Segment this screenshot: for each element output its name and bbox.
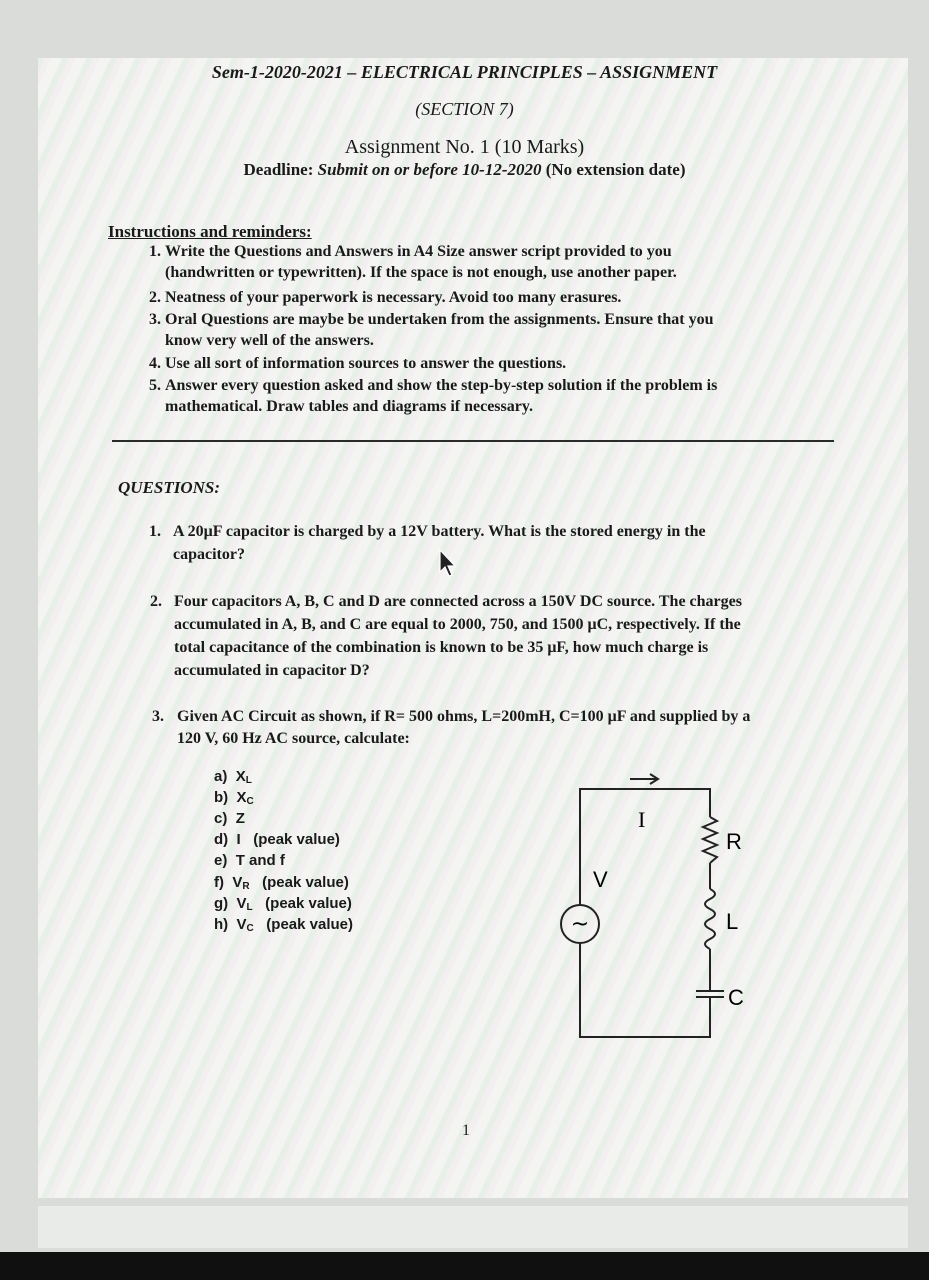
subpart-symbol: V xyxy=(236,895,247,912)
questions-title: QUESTIONS: xyxy=(118,478,221,497)
instruction-number: 4. xyxy=(149,355,161,372)
deadline-line xyxy=(0,160,929,180)
subpart-subscript: R xyxy=(242,881,250,892)
subpart-symbol: V xyxy=(236,916,247,933)
inductor-symbol xyxy=(705,889,715,949)
ac-source-wave-icon: ~ xyxy=(570,912,590,937)
subpart-symbol: X xyxy=(236,789,247,806)
subpart-note: (peak value) xyxy=(266,916,353,933)
subpart-d xyxy=(214,829,340,850)
subpart-subscript: C xyxy=(246,923,254,934)
subpart-note: (peak value) xyxy=(262,874,349,891)
instructions-title: Instructions and reminders: xyxy=(108,222,312,241)
subpart-symbol: V xyxy=(232,874,243,891)
subpart-letter: h) xyxy=(214,916,229,933)
document-title: Sem-1-2020-2021 – ELECTRICAL PRINCIPLES – ASSIGNMENT xyxy=(211,62,718,82)
subpart-symbol: Z xyxy=(235,810,245,827)
deadline-text: Submit on or before 10-12-2020 xyxy=(317,160,542,179)
screen-bezel xyxy=(0,1252,929,1280)
question-number: 1. xyxy=(149,523,161,540)
section-label: (SECTION 7) xyxy=(415,99,514,119)
subpart-note: (peak value) xyxy=(253,831,340,848)
subpart-letter: g) xyxy=(214,895,229,912)
subpart-letter: f) xyxy=(214,874,224,891)
question-line: total capacitance of the combination is known to be 35 μF, how much charge is xyxy=(174,639,709,656)
instruction-line: mathematical. Draw tables and diagrams if necessary. xyxy=(165,398,533,415)
instruction-number: 2. xyxy=(149,289,161,306)
instruction-line: Neatness of your paperwork is necessary. Avoid too many erasures. xyxy=(165,289,622,306)
assignment-heading: Assignment No. 1 (10 Marks) xyxy=(344,136,585,158)
question-line: accumulated in A, B, and C are equal to 2000, 750, and 1500 μC, respectively. If the xyxy=(174,616,741,633)
subpart-letter: c) xyxy=(214,810,228,827)
voltage-label: V xyxy=(593,867,608,892)
rlc-circuit-diagram xyxy=(550,765,770,1045)
subpart-letter: e) xyxy=(214,852,228,869)
current-arrow-icon xyxy=(630,774,658,784)
instruction-line: Use all sort of information sources to answer the questions. xyxy=(165,355,567,372)
instruction-number: 5. xyxy=(149,377,161,394)
subpart-symbol: X xyxy=(235,768,246,785)
inductor-label: L xyxy=(726,909,739,934)
current-label: I xyxy=(638,807,646,832)
subpart-c xyxy=(214,808,245,829)
subpart-subscript: C xyxy=(246,796,254,807)
question-line: Four capacitors A, B, C and D are connected across a 150V DC source. The charges xyxy=(174,593,742,610)
question-number: 2. xyxy=(150,593,162,610)
subpart-letter: a) xyxy=(214,768,228,785)
instruction-line: (handwritten or typewritten). If the space is not enough, use another paper. xyxy=(165,264,677,281)
mouse-cursor-icon xyxy=(436,548,462,578)
subpart-symbol: T and f xyxy=(235,852,285,869)
question-line: Given AC Circuit as shown, if R= 500 ohms, L=200mH, C=100 μF and supplied by a xyxy=(177,708,751,725)
instruction-line: know very well of the answers. xyxy=(165,332,374,349)
instruction-number: 3. xyxy=(149,311,161,328)
question-number: 3. xyxy=(152,708,164,725)
instruction-number: 1. xyxy=(149,243,161,260)
subpart-letter: d) xyxy=(214,831,229,848)
instruction-line: Answer every question asked and show the step-by-step solution if the problem is xyxy=(165,377,718,394)
subpart-note: (peak value) xyxy=(265,895,352,912)
subpart-subscript: L xyxy=(246,902,253,913)
question-line: capacitor? xyxy=(173,546,245,563)
section-divider xyxy=(112,440,834,442)
deadline-note: (No extension date) xyxy=(545,160,686,179)
capacitor-label: C xyxy=(728,985,744,1010)
resistor-label: R xyxy=(726,829,742,854)
instruction-line: Oral Questions are maybe be undertaken from the assignments. Ensure that you xyxy=(165,311,714,328)
question-line: accumulated in capacitor D? xyxy=(174,662,370,679)
instruction-line: Write the Questions and Answers in A4 Size answer script provided to you xyxy=(165,243,672,260)
question-line: A 20μF capacitor is charged by a 12V battery. What is the stored energy in the xyxy=(173,523,706,540)
subpart-h xyxy=(214,914,353,939)
deadline-label: Deadline: xyxy=(243,160,314,179)
subpart-e xyxy=(214,850,285,871)
capacitor-symbol xyxy=(696,991,724,997)
next-page-edge xyxy=(38,1206,908,1248)
question-line: 120 V, 60 Hz AC source, calculate: xyxy=(177,730,410,747)
subpart-symbol: I xyxy=(236,831,241,848)
page-number: 1 xyxy=(462,1122,470,1139)
subpart-subscript: L xyxy=(245,775,252,786)
resistor-symbol xyxy=(703,817,717,863)
subpart-letter: b) xyxy=(214,789,229,806)
